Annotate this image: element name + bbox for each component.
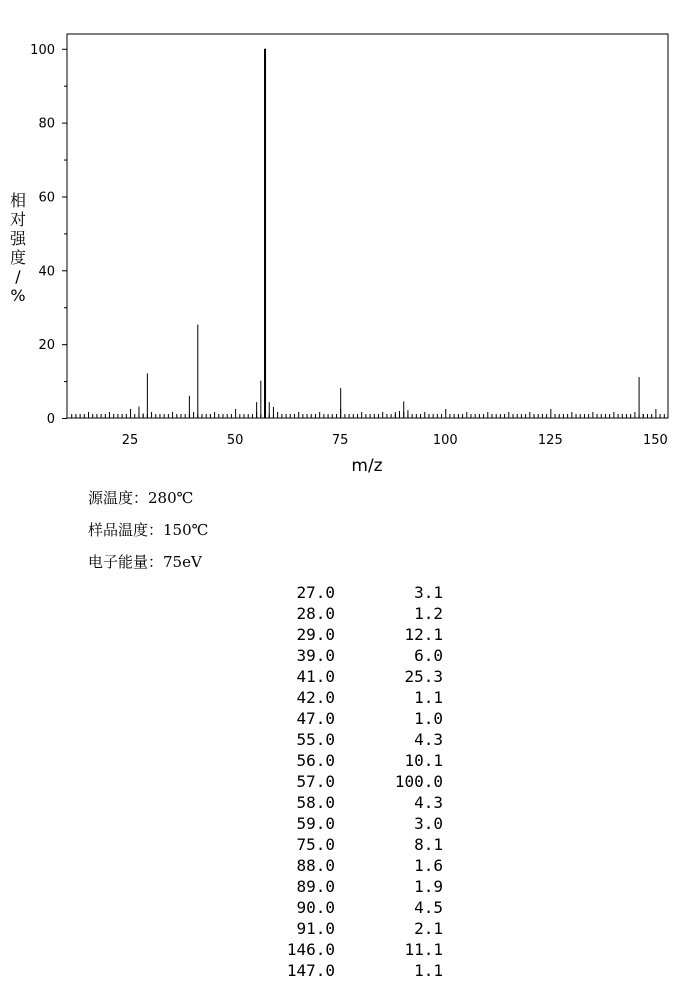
intensity-value: 3.0 [414, 814, 443, 833]
intensity-value: 1.1 [414, 961, 443, 980]
table-row [240, 918, 443, 939]
intensity-value: 1.2 [414, 604, 443, 623]
peak-bars [139, 49, 643, 418]
plot-frame [67, 34, 668, 418]
y-tick-label: 40 [38, 264, 55, 280]
table-row [240, 939, 443, 960]
mz-value: 55.0 [296, 730, 335, 749]
y-axis-label: 相对强度/ % [9, 191, 27, 305]
intensity-value: 100.0 [394, 772, 443, 791]
mz-value: 58.0 [296, 793, 335, 812]
intensity-value: 6.0 [414, 646, 443, 665]
mz-value: 59.0 [296, 814, 335, 833]
table-row [240, 603, 443, 624]
table-row [240, 897, 443, 918]
peak-list-table [240, 582, 443, 981]
y-axis-ticks [30, 43, 67, 427]
intensity-value: 10.1 [404, 751, 443, 770]
x-tick-label: 75 [331, 433, 349, 448]
table-row [240, 729, 443, 750]
table-row [240, 645, 443, 666]
mz-value: 39.0 [296, 646, 335, 665]
intensity-value: 1.1 [414, 688, 443, 707]
source-temperature: 源温度：280℃ [88, 489, 194, 507]
y-tick-label: 100 [30, 42, 55, 58]
intensity-value: 4.3 [414, 730, 443, 749]
intensity-value: 3.1 [414, 583, 443, 602]
x-axis-label: m/z [351, 456, 383, 476]
mz-value: 88.0 [296, 856, 335, 875]
table-row [240, 708, 443, 729]
y-tick-label: 20 [38, 338, 55, 354]
intensity-value: 4.3 [414, 793, 443, 812]
mz-value: 57.0 [296, 772, 335, 791]
sample-temperature: 样品温度：150℃ [88, 521, 209, 539]
x-axis-ticks [72, 409, 668, 448]
electron-energy: 电子能量：75eV [88, 553, 202, 571]
x-tick-label: 25 [121, 433, 139, 448]
table-row [240, 834, 443, 855]
mz-value: 42.0 [296, 688, 335, 707]
x-tick-label: 150 [642, 433, 668, 448]
mz-value: 56.0 [296, 751, 335, 770]
mz-value: 89.0 [296, 877, 335, 896]
table-row [240, 771, 443, 792]
table-row [240, 750, 443, 771]
x-tick-label: 125 [537, 433, 563, 448]
table-row [240, 687, 443, 708]
table-row [240, 666, 443, 687]
y-tick-label: 80 [38, 116, 55, 132]
table-row [240, 855, 443, 876]
mz-value: 90.0 [296, 898, 335, 917]
x-tick-label: 100 [432, 433, 458, 448]
intensity-value: 12.1 [404, 625, 443, 644]
mz-value: 29.0 [296, 625, 335, 644]
x-tick-label: 50 [226, 433, 244, 448]
intensity-value: 11.1 [404, 940, 443, 959]
mz-value: 146.0 [286, 940, 335, 959]
y-tick-label: 0 [46, 412, 55, 427]
mz-value: 147.0 [286, 961, 335, 980]
y-tick-label: 60 [38, 190, 55, 206]
mz-value: 41.0 [296, 667, 335, 686]
intensity-value: 4.5 [414, 898, 443, 917]
table-row [240, 813, 443, 834]
table-row [240, 582, 443, 603]
mz-value: 91.0 [296, 919, 335, 938]
table-row [240, 876, 443, 897]
table-row [240, 792, 443, 813]
mz-value: 27.0 [296, 583, 335, 602]
intensity-value: 1.0 [414, 709, 443, 728]
intensity-value: 1.9 [414, 877, 443, 896]
mz-value: 75.0 [296, 835, 335, 854]
table-row [240, 960, 443, 981]
mass-spectrum-chart [0, 0, 696, 480]
mz-value: 28.0 [296, 604, 335, 623]
table-row [240, 624, 443, 645]
mz-value: 47.0 [296, 709, 335, 728]
intensity-value: 1.6 [414, 856, 443, 875]
intensity-value: 8.1 [414, 835, 443, 854]
intensity-value: 2.1 [414, 919, 443, 938]
intensity-value: 25.3 [404, 667, 443, 686]
